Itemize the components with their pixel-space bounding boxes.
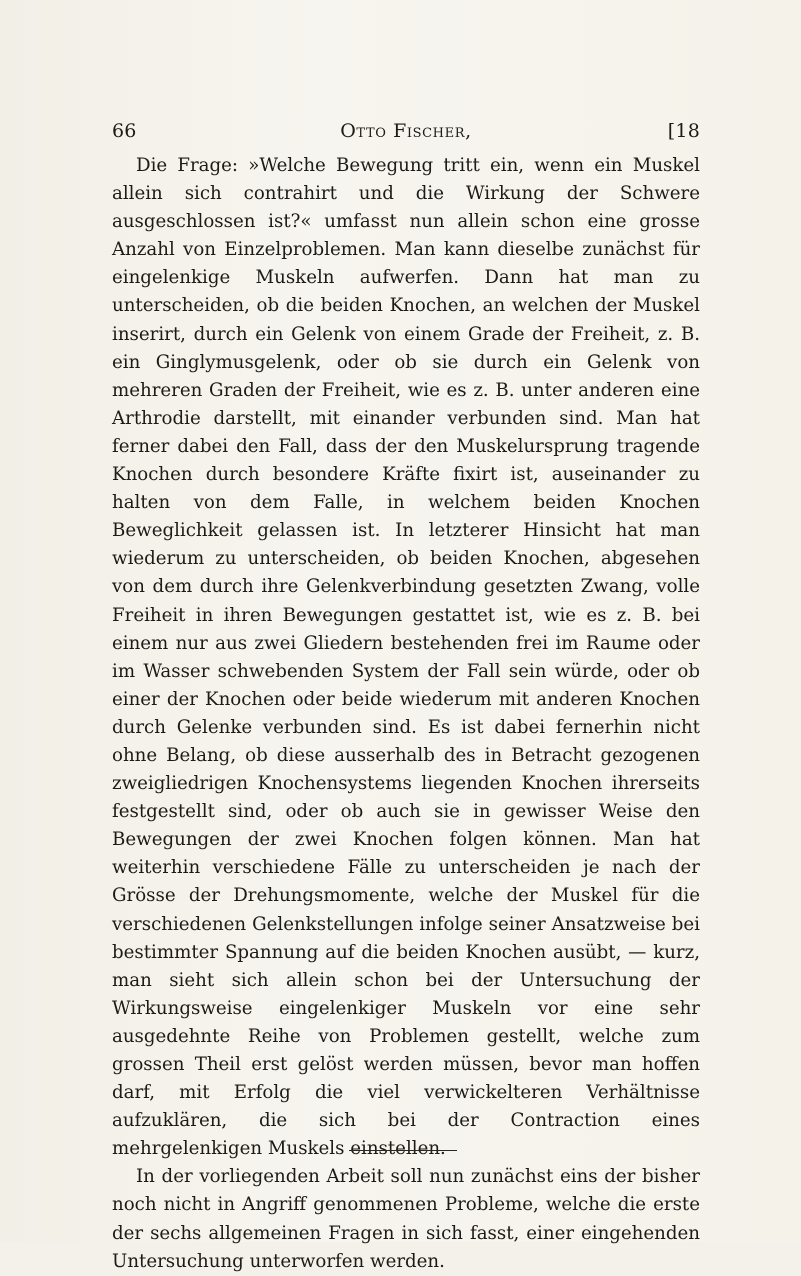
body-text <box>112 152 700 1276</box>
paragraph-2: In der vorliegenden Arbeit soll nun zunächst eins der bisher noch nicht in Angriff genommenen Probleme, welche die erste der sechs allgemeinen Fragen in sich fasst, einer eingehenden Untersuchung unterworfen werden. <box>112 1166 700 1272</box>
running-header <box>112 118 700 144</box>
section-mark: [18 <box>667 120 700 142</box>
running-title: Otto Fischer, <box>340 120 472 142</box>
paragraph-1: Die Frage: »Welche Bewegung tritt ein, wenn ein Muskel allein sich contrahirt und die Wirkung der Schwere ausgeschlossen ist?« umfasst nun allein schon eine grosse Anzahl von Einzelproblemen. Man kann dieselbe zunächst für eingelenkige Muskeln aufwerfen. Dann hat man zu unterscheiden, ob die beiden Knochen, an welchen der Muskel inserirt, durch ein Gelenk von einem Grade der Freiheit, z. B. ein Ginglymusgelenk, oder ob sie durch ein Gelenk von mehreren Graden der Freiheit, wie es z. B. unter anderen eine Arthrodie darstellt, mit einander verbunden sind. Man hat ferner dabei den Fall, dass der den Muskelursprung tragende Knochen durch besondere Kräfte fixirt ist, auseinander zu halten von dem Falle, in welchem beiden Knochen Beweglichkeit gelassen ist. In letzterer Hinsicht hat man wiederum zu unterscheiden, ob beiden Knochen, abgesehen von dem durch ihre Gelenkverbindung gesetzten Zwang, volle Freiheit in ihren Bewegungen gestattet ist, wie es z. B. bei einem nur aus zwei Gliedern bestehenden frei im Raume oder im Wasser schwebenden System der Fall sein würde, oder ob einer der Knochen oder beide wiederum mit anderen Knochen durch Gelenke verbunden sind. Es ist dabei fernerhin nicht ohne Belang, ob diese ausserhalb des in Betracht gezogenen zweigliedrigen Knochensystems liegenden Knochen ihrerseits festgestellt sind, oder ob auch sie in gewisser Weise den Bewegungen der zwei Knochen folgen können. Man hat weiterhin verschiedene Fälle zu unterscheiden je nach der Grösse der Drehungsmomente, welche der Muskel für die verschiedenen Gelenkstellungen infolge seiner Ansatzweise bei bestimmter Spannung auf die beiden Knochen ausübt, — kurz, man sieht sich allein schon bei der Untersuchung der Wirkungsweise eingelenkiger Muskeln vor eine sehr ausgedehnte Reihe von Problemen gestellt, welche zum grossen Theil erst gelöst werden müssen, bevor man hoffen darf, mit Erfolg die viel verwickelteren Verhältnisse aufzuklären, die sich bei der Contraction eines mehrgelenkigen Muskels einstellen. <box>112 155 700 1160</box>
closing-rule <box>349 1150 457 1151</box>
page-number: 66 <box>112 120 137 142</box>
